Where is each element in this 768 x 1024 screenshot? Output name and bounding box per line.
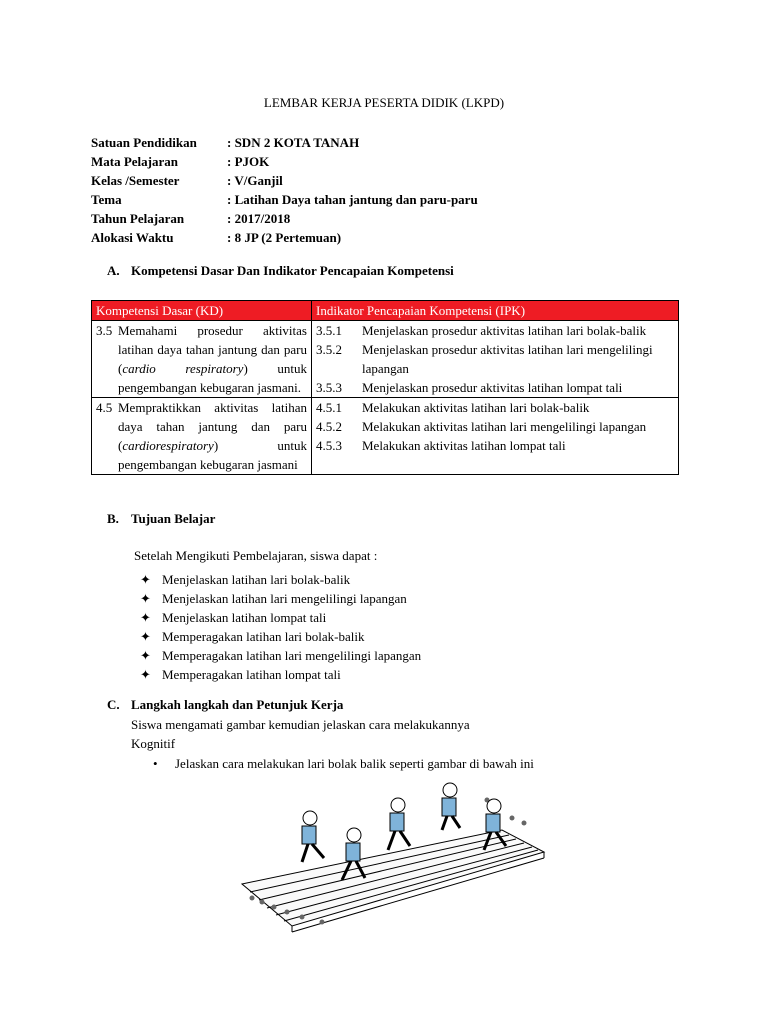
info-label: Mata Pelajaran <box>91 154 179 169</box>
section-title: Tujuan Belajar <box>131 511 216 526</box>
goal-text: Memperagakan latihan lari bolak-balik <box>162 629 365 644</box>
info-label: Tahun Pelajaran <box>91 211 185 226</box>
kd-text-post: ) untuk pengembangan kebugaran jasmani. <box>118 361 307 395</box>
info-row <box>91 190 478 209</box>
header-ipk: Indikator Pencapaian Kompetensi (IPK) <box>312 301 679 321</box>
info-value: : SDN 2 KOTA TANAH <box>227 135 360 150</box>
runner-3 <box>388 798 410 850</box>
info-label: Satuan Pendidikan <box>91 135 197 150</box>
goal-text: Menjelaskan latihan lari mengelilingi lapangan <box>162 591 407 606</box>
section-letter: B. <box>107 511 119 526</box>
task-text: Jelaskan cara melakukan lari bolak balik seperti gambar di bawah ini <box>175 756 534 771</box>
info-value: : 2017/2018 <box>227 211 291 226</box>
instruction-text: Siswa mengamati gambar kemudian jelaskan cara melakukannya <box>131 717 470 732</box>
ipk-item <box>316 378 674 397</box>
kd-cell <box>92 321 312 398</box>
info-row <box>91 228 478 247</box>
info-label: Alokasi Waktu <box>91 230 174 245</box>
info-value: : V/Ganjil <box>227 173 283 188</box>
info-row <box>91 152 478 171</box>
runner-1 <box>302 811 324 862</box>
info-block <box>91 133 478 247</box>
kd-description <box>118 321 307 397</box>
kd-text-pre: Mempraktikkan aktivitas latihan daya tahan jantung dan paru ( <box>118 400 307 453</box>
goal-text: Memperagakan latihan lompat tali <box>162 667 341 682</box>
info-row <box>91 209 478 228</box>
star-bullet-icon: ✦ <box>140 591 151 606</box>
kd-description <box>118 398 307 474</box>
track-lines <box>242 830 544 932</box>
ipk-text: Melakukan aktivitas latihan lari mengelilingi lapangan <box>362 419 647 434</box>
ipk-item <box>316 436 674 455</box>
goal-text: Memperagakan latihan lari mengelilingi lapangan <box>162 648 422 663</box>
list-item <box>140 608 421 627</box>
kd-number: 3.5 <box>96 323 113 338</box>
info-row <box>91 133 478 152</box>
category-text: Kognitif <box>131 736 176 751</box>
goal-text: Menjelaskan latihan lompat tali <box>162 610 327 625</box>
star-bullet-icon: ✦ <box>140 648 151 663</box>
dot-bullet-icon: • <box>153 756 158 771</box>
ipk-item <box>316 321 674 340</box>
star-bullet-icon: ✦ <box>140 667 151 682</box>
goal-text: Menjelaskan latihan lari bolak-balik <box>162 572 351 587</box>
section-letter: C. <box>107 697 120 712</box>
star-bullet-icon: ✦ <box>140 572 151 587</box>
info-label: Tema <box>91 192 122 207</box>
ipk-number: 3.5.2 <box>316 342 342 357</box>
ipk-number: 3.5.1 <box>316 323 342 338</box>
info-value: : Latihan Daya tahan jantung dan paru-paru <box>227 192 478 207</box>
intro-text: Setelah Mengikuti Pembelajaran, siswa dapat : <box>134 548 378 563</box>
list-item <box>140 570 421 589</box>
task-item <box>153 756 534 772</box>
running-illustration <box>232 780 552 940</box>
ipk-text: Menjelaskan prosedur aktivitas latihan lari mengelilingi lapangan <box>362 342 653 376</box>
goals-list <box>140 570 421 684</box>
ipk-item <box>316 417 674 436</box>
info-row <box>91 171 478 190</box>
ipk-item <box>316 398 674 417</box>
section-c-heading <box>107 697 343 713</box>
ipk-number: 4.5.1 <box>316 400 342 415</box>
ipk-number: 3.5.3 <box>316 380 342 395</box>
ipk-item <box>316 340 674 378</box>
list-item <box>140 665 421 684</box>
section-b-heading <box>107 511 215 527</box>
star-bullet-icon: ✦ <box>140 629 151 644</box>
section-a-heading <box>107 263 454 279</box>
page-title: LEMBAR KERJA PESERTA DIDIK (LKPD) <box>263 95 505 110</box>
ipk-cell <box>312 321 679 398</box>
competency-table <box>91 300 679 475</box>
kd-text-post: ) untuk pengembangan kebugaran jasmani <box>118 438 307 472</box>
ipk-text: Melakukan aktivitas latihan lompat tali <box>362 438 566 453</box>
kd-cell <box>92 398 312 475</box>
list-item <box>140 589 421 608</box>
ipk-number: 4.5.2 <box>316 419 342 434</box>
ipk-cell <box>312 398 679 475</box>
star-bullet-icon: ✦ <box>140 610 151 625</box>
kd-text-pre: Memahami prosedur aktivitas latihan daya tahan jantung dan paru ( <box>118 323 307 376</box>
table-row <box>92 321 679 398</box>
ipk-number: 4.5.3 <box>316 438 342 453</box>
section-letter: A. <box>107 263 120 278</box>
info-label: Kelas /Semester <box>91 173 180 188</box>
info-value: : PJOK <box>227 154 270 169</box>
info-value: : 8 JP (2 Pertemuan) <box>227 230 342 245</box>
kd-number: 4.5 <box>96 400 113 415</box>
runner-4 <box>442 783 460 830</box>
table-row <box>92 398 679 475</box>
kd-text-italic: cardiorespiratory <box>122 438 214 453</box>
header-kd: Kompetensi Dasar (KD) <box>92 301 312 321</box>
ipk-text: Menjelaskan prosedur aktivitas latihan lari bolak-balik <box>362 323 647 338</box>
kd-text-italic: cardio respiratory <box>122 361 244 376</box>
list-item <box>140 646 421 665</box>
section-title: Langkah langkah dan Petunjuk Kerja <box>131 697 344 712</box>
list-item <box>140 627 421 646</box>
ipk-text: Menjelaskan prosedur aktivitas latihan lompat tali <box>362 380 623 395</box>
ipk-text: Melakukan aktivitas latihan lari bolak-balik <box>362 400 590 415</box>
section-title: Kompetensi Dasar Dan Indikator Pencapaian Kompetensi <box>131 263 454 278</box>
table-header-row <box>92 301 679 321</box>
